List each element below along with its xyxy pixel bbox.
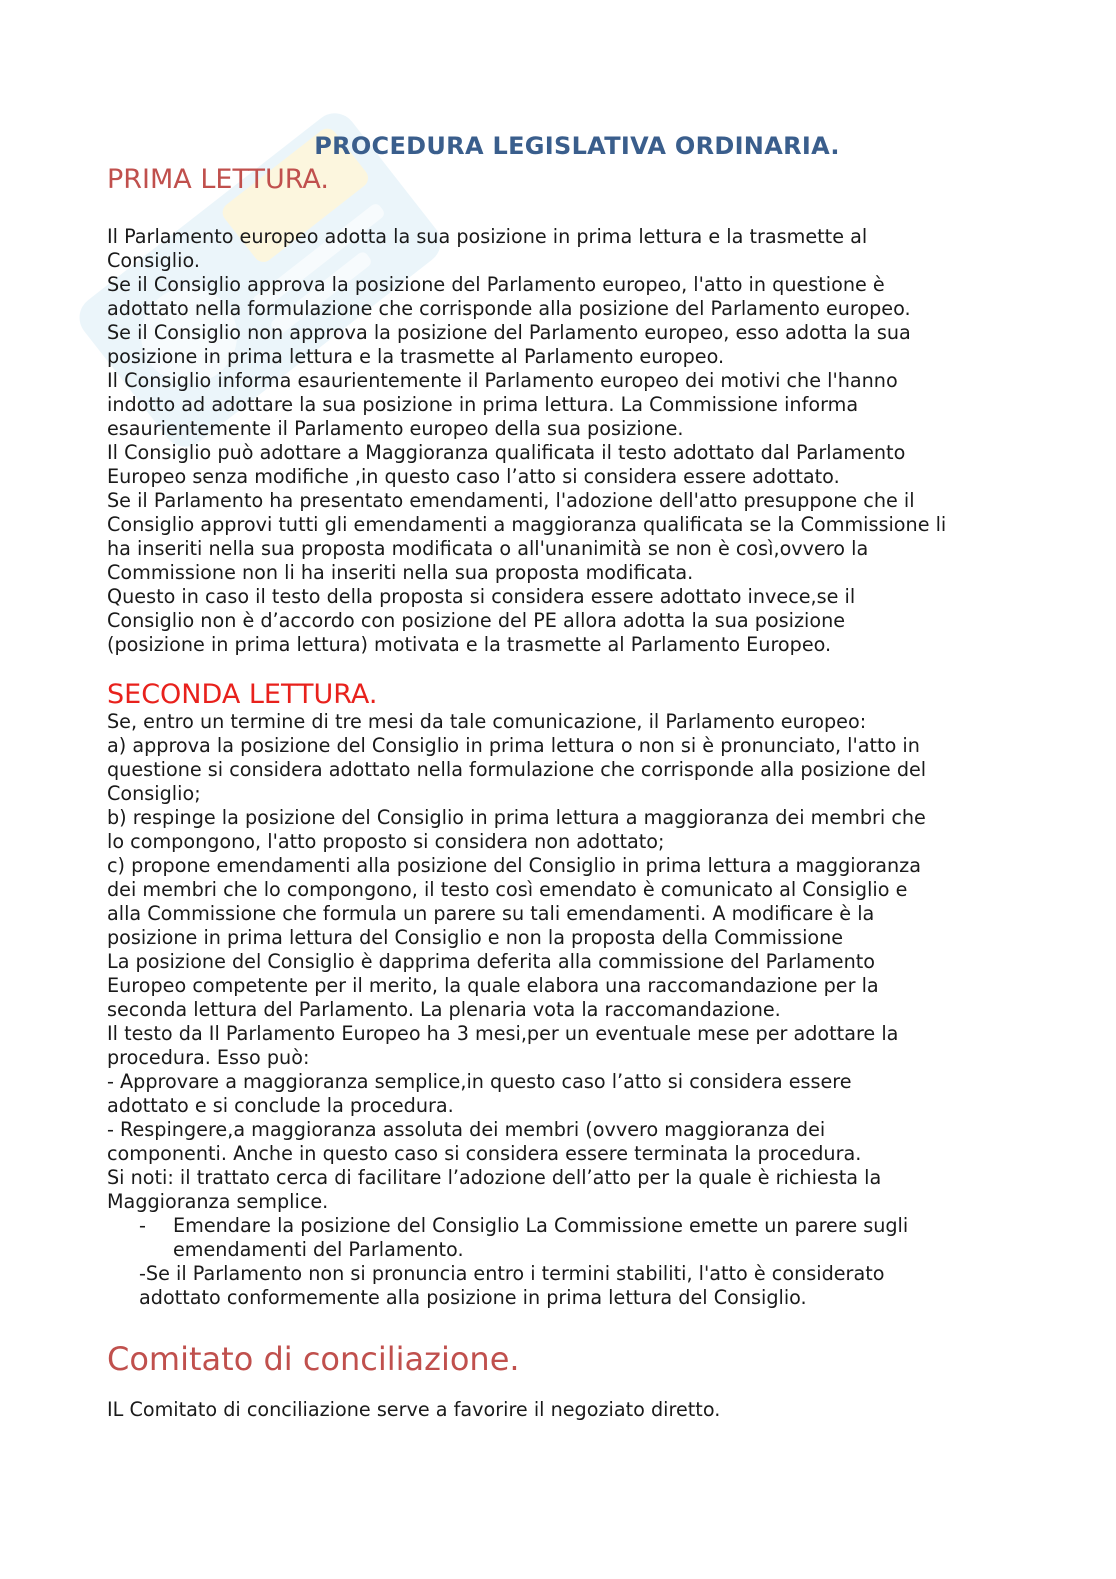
text-line: questione si considera adottato nella formulazione che corrisponde alla posizione del bbox=[107, 758, 927, 781]
text-line: posizione in prima lettura e la trasmette al Parlamento europeo. bbox=[107, 345, 725, 368]
text-line: Consiglio non è d’accordo con posizione del PE allora adotta la sua posizione bbox=[107, 609, 846, 632]
section-prima-lettura-body bbox=[107, 225, 1007, 657]
dash-bullet: - bbox=[139, 1214, 146, 1237]
text-line: Commissione non li ha inseriti nella sua proposta modificata. bbox=[107, 561, 694, 584]
text-line: - Respingere,a maggioranza assoluta dei membri (ovvero maggioranza dei bbox=[107, 1118, 826, 1141]
text-line: dei membri che lo compongono, il testo così emendato è comunicato al Consiglio e bbox=[107, 878, 908, 901]
text-line: Europeo senza modifiche ,in questo caso l’atto si considera essere adottato. bbox=[107, 465, 840, 488]
text-line: indotto ad adottare la sua posizione in prima lettura. La Commissione informa bbox=[107, 393, 859, 416]
text-line: esaurientemente il Parlamento europeo della sua posizione. bbox=[107, 417, 684, 440]
text-line: lo compongono, l'atto proposto si considera non adottato; bbox=[107, 830, 665, 853]
text-line: a) approva la posizione del Consiglio in prima lettura o non si è pronunciato, l'atto in bbox=[107, 734, 920, 757]
text-line: ha inseriti nella sua proposta modificata o all'unanimità se non è così,ovvero la bbox=[107, 537, 869, 560]
heading-prima-lettura: PRIMA LETTURA. bbox=[107, 164, 329, 195]
text-line: posizione in prima lettura del Consiglio e non la proposta della Commissione bbox=[107, 926, 844, 949]
text-line: adottato conformemente alla posizione in prima lettura del Consiglio. bbox=[139, 1286, 807, 1309]
text-line: Se, entro un termine di tre mesi da tale comunicazione, il Parlamento europeo: bbox=[107, 710, 867, 733]
text-line: La posizione del Consiglio è dapprima deferita alla commissione del Parlamento bbox=[107, 950, 876, 973]
text-line: Consiglio; bbox=[107, 782, 201, 805]
text-line: adottato nella formulazione che corrisponde alla posizione del Parlamento europeo. bbox=[107, 297, 911, 320]
text-line: IL Comitato di conciliazione serve a favorire il negoziato diretto. bbox=[107, 1398, 721, 1421]
document-title: PROCEDURA LEGISLATIVA ORDINARIA. bbox=[314, 132, 840, 160]
text-line: Europeo competente per il merito, la quale elabora una raccomandazione per la bbox=[107, 974, 879, 997]
text-line: Il Consiglio informa esaurientemente il Parlamento europeo dei motivi che l'hanno bbox=[107, 369, 898, 392]
text-line: Se il Consiglio non approva la posizione del Parlamento europeo, esso adotta la sua bbox=[107, 321, 911, 344]
text-line: Maggioranza semplice. bbox=[107, 1190, 329, 1213]
text-line: Il Consiglio può adottare a Maggioranza qualificata il testo adottato dal Parlamento bbox=[107, 441, 906, 464]
text-line: Il testo da Il Parlamento Europeo ha 3 mesi,per un eventuale mese per adottare la bbox=[107, 1022, 899, 1045]
text-line: Si noti: il trattato cerca di facilitare l’adozione dell’atto per la quale è richiesta la bbox=[107, 1166, 882, 1189]
section-seconda-lettura-body bbox=[107, 710, 1007, 1310]
text-line: adottato e si conclude la procedura. bbox=[107, 1094, 454, 1117]
list-item-text: Emendare la posizione del Consiglio La Commissione emette un parere sugli bbox=[173, 1214, 909, 1237]
text-line: Consiglio. bbox=[107, 249, 200, 272]
text-line: -Se il Parlamento non si pronuncia entro i termini stabiliti, l'atto è considerato bbox=[139, 1262, 885, 1285]
text-line: Consiglio approvi tutti gli emendamenti a maggioranza qualificata se la Commissione li bbox=[107, 513, 947, 536]
text-line: - Approvare a maggioranza semplice,in questo caso l’atto si considera essere bbox=[107, 1070, 852, 1093]
text-line: Se il Consiglio approva la posizione del Parlamento europeo, l'atto in questione è bbox=[107, 273, 885, 296]
text-line: Se il Parlamento ha presentato emendamenti, l'adozione dell'atto presuppone che il bbox=[107, 489, 915, 512]
text-line: procedura. Esso può: bbox=[107, 1046, 310, 1069]
dash-list bbox=[107, 1214, 1007, 1262]
text-line: Il Parlamento europeo adotta la sua posizione in prima lettura e la trasmette al bbox=[107, 225, 868, 248]
text-line: (posizione in prima lettura) motivata e la trasmette al Parlamento Europeo. bbox=[107, 633, 832, 656]
text-line: componenti. Anche in questo caso si considera essere terminata la procedura. bbox=[107, 1142, 862, 1165]
list-item-text: emendamenti del Parlamento. bbox=[173, 1238, 464, 1261]
text-line: alla Commissione che formula un parere su tali emendamenti. A modificare è la bbox=[107, 902, 875, 925]
text-line: b) respinge la posizione del Consiglio in prima lettura a maggioranza dei membri che bbox=[107, 806, 926, 829]
text-line: c) propone emendamenti alla posizione del Consiglio in prima lettura a maggioranza bbox=[107, 854, 921, 877]
list-item bbox=[107, 1214, 1007, 1262]
text-line: seconda lettura del Parlamento. La plenaria vota la raccomandazione. bbox=[107, 998, 781, 1021]
heading-seconda-lettura: SECONDA LETTURA. bbox=[107, 679, 378, 710]
heading-comitato-conciliazione: Comitato di conciliazione. bbox=[107, 1340, 520, 1378]
text-line: Questo in caso il testo della proposta si considera essere adottato invece,se il bbox=[107, 585, 856, 608]
document-page bbox=[107, 132, 1007, 1422]
